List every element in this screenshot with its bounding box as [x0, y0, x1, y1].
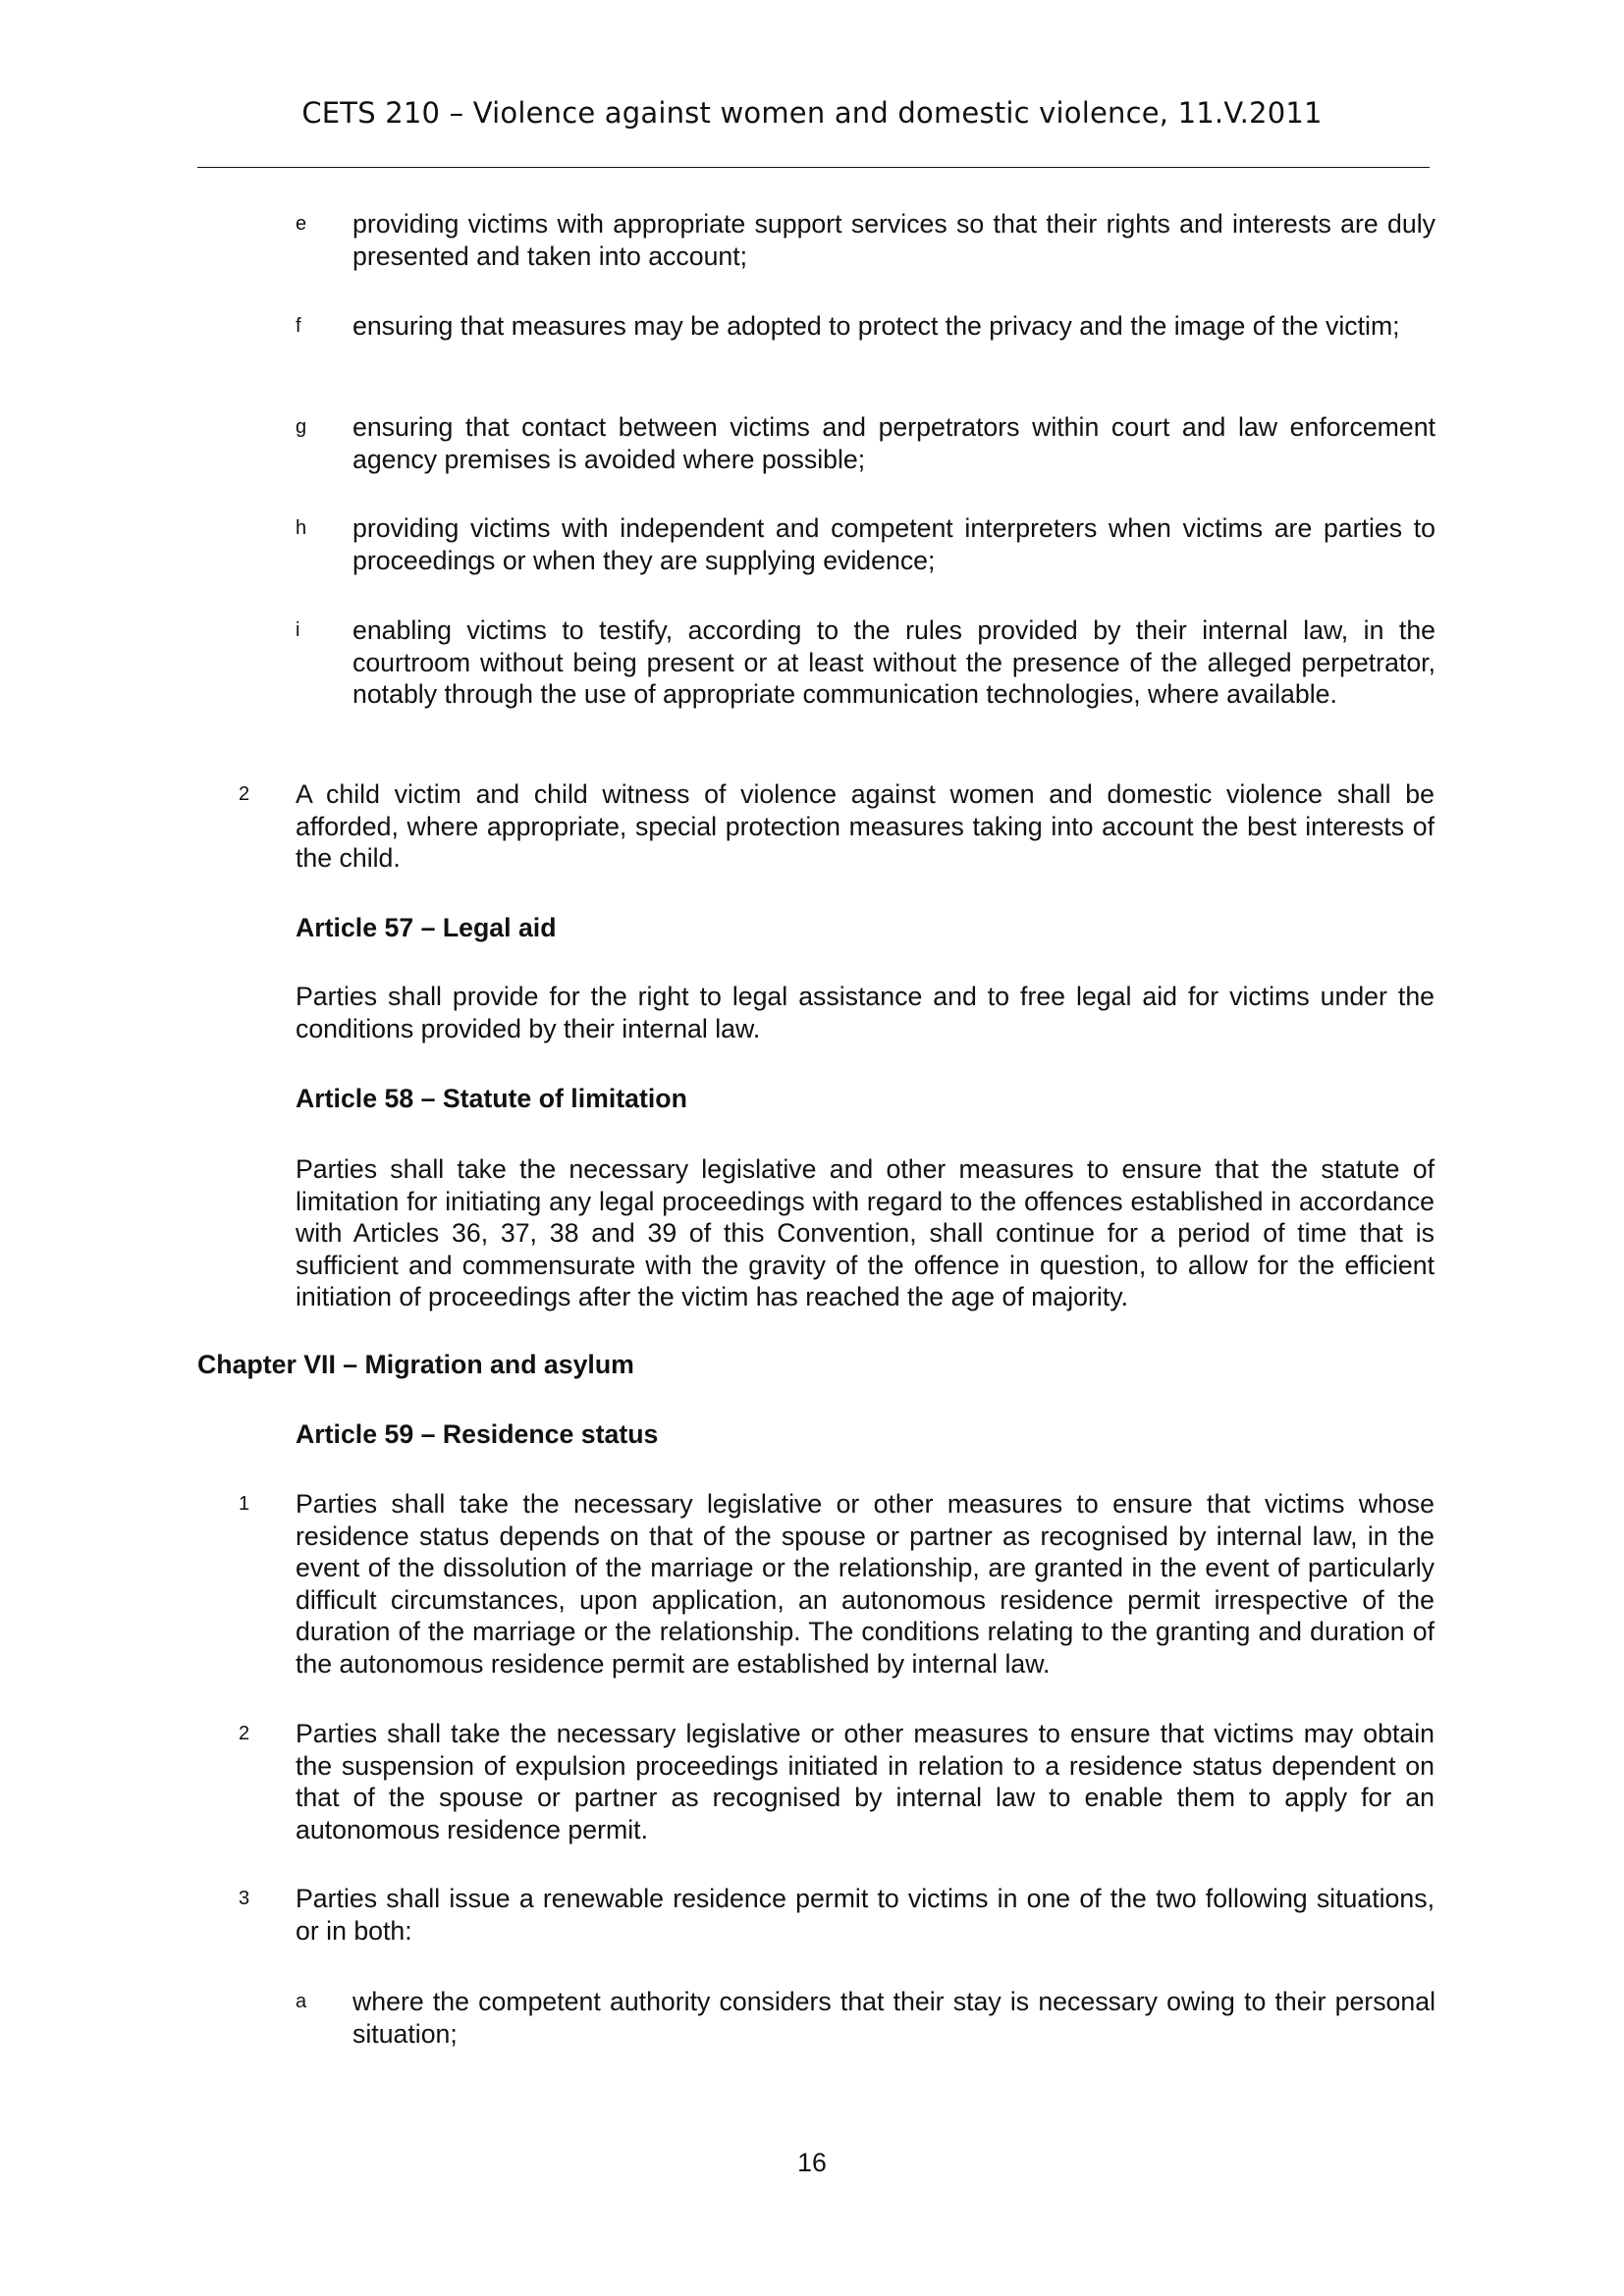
list-item-text: where the competent authority considers that their stay is necessary owing to their personal situation;: [352, 1987, 1435, 2049]
list-item-text: ensuring that contact between victims and perpetrators within court and law enforcement agency premises is avoided where possible;: [352, 412, 1435, 474]
paragraph-number: 1: [239, 1493, 250, 1515]
paragraph-number: 2: [239, 1723, 250, 1744]
list-item-marker: f: [296, 315, 301, 337]
header-divider: [197, 167, 1430, 168]
list-item-text: providing victims with independent and competent interpreters when victims are parties to proceedings or when they are supplying evidence;: [352, 513, 1435, 575]
list-item-marker: h: [296, 517, 307, 539]
article-57-text: Parties shall provide for the right to legal assistance and to free legal aid for victims under the conditions provided by their internal law.: [296, 982, 1435, 1043]
chapter-7-heading: Chapter VII – Migration and asylum: [197, 1350, 634, 1379]
paragraph-number: 2: [239, 783, 250, 805]
list-item-marker: g: [296, 416, 307, 438]
list-item-marker: a: [296, 1991, 307, 2012]
paragraph-text: Parties shall take the necessary legislative or other measures to ensure that victims whose residence status depends on that of the spouse or partner as recognised by internal law, in the event of the dissolution of the marriage or the relationship, are granted in the event of particularly difficult circumstances, upon application, an autonomous residence permit irrespective of the duration of the marriage or the relationship. The conditions relating to the granting and duration of the autonomous residence permit are established by internal law.: [296, 1489, 1435, 1679]
article-58-heading: Article 58 – Statute of limitation: [296, 1084, 687, 1113]
page-number: 16: [797, 2148, 827, 2177]
article-57-heading: Article 57 – Legal aid: [296, 913, 557, 942]
paragraph-number: 3: [239, 1888, 250, 1909]
paragraph-text: Parties shall issue a renewable residence permit to victims in one of the two following situations, or in both:: [296, 1884, 1435, 1946]
list-item-text: ensuring that measures may be adopted to protect the privacy and the image of the victim;: [352, 311, 1400, 341]
article-59-heading: Article 59 – Residence status: [296, 1419, 659, 1449]
header-title: CETS 210 – Violence against women and domestic violence, 11.V.2011: [301, 96, 1323, 130]
list-item-marker: e: [296, 213, 307, 235]
paragraph-text: Parties shall take the necessary legislative or other measures to ensure that victims may obtain the suspension of expulsion proceedings initiated in relation to a residence status dependent on that of the spouse or partner as recognised by internal law to enable them to apply for an autonomous residence permit.: [296, 1719, 1435, 1844]
list-item-text: enabling victims to testify, according to the rules provided by their internal law, in the courtroom without being present or at least without the presence of the alleged perpetrator, notably through the use of appropriate communication technologies, where available.: [352, 615, 1435, 709]
list-item-text: providing victims with appropriate support services so that their rights and interests are duly presented and taken into account;: [352, 209, 1435, 271]
paragraph-text: A child victim and child witness of violence against women and domestic violence shall be afforded, where appropriate, special protection measures taking into account the best interests of the child.: [296, 779, 1435, 873]
list-item-marker: i: [296, 619, 300, 641]
article-58-text: Parties shall take the necessary legislative and other measures to ensure that the statute of limitation for initiating any legal proceedings with regard to the offences established in accordance with Articles 36, 37, 38 and 39 of this Convention, shall continue for a period of time that is sufficient and commensurate with the gravity of the offence in question, to allow for the efficient initiation of proceedings after the victim has reached the age of majority.: [296, 1154, 1435, 1311]
